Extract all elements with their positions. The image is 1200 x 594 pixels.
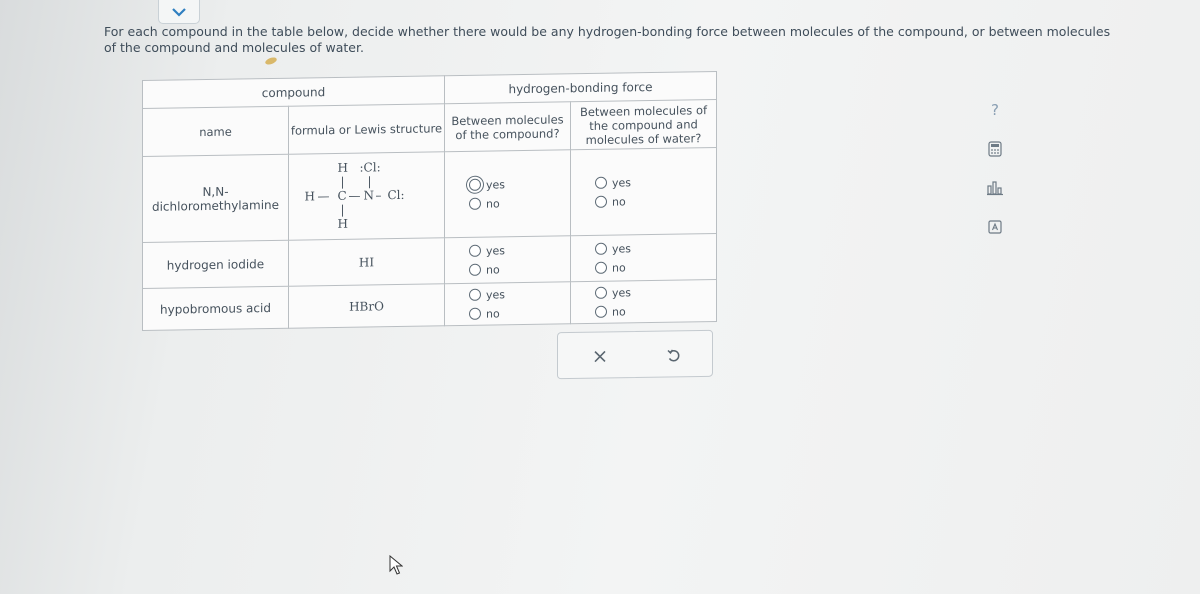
formula-column-header: formula or Lewis structure <box>289 104 445 154</box>
q2-options <box>571 147 717 235</box>
compound-formula: HI <box>289 238 445 286</box>
q1-yes-option[interactable]: yes <box>469 174 570 195</box>
lewis-bond: – <box>375 187 382 202</box>
compound-name: N,N-dichloromethylamine <box>143 154 289 242</box>
radio-button[interactable] <box>595 196 607 208</box>
radio-button[interactable] <box>469 264 481 276</box>
help-button[interactable] <box>984 100 1006 120</box>
lewis-bond: — <box>317 188 330 203</box>
undo-icon <box>666 347 682 363</box>
chevron-down-icon <box>171 7 187 17</box>
q2-no-option[interactable]: no <box>595 300 716 321</box>
lewis-atom: C <box>337 188 347 203</box>
periodic-table-icon <box>988 220 1002 234</box>
undo-button[interactable] <box>662 343 686 367</box>
compound-name: hydrogen iodide <box>143 240 289 288</box>
radio-button[interactable] <box>595 262 607 274</box>
question-prompt <box>104 24 1134 56</box>
lewis-atom: H <box>337 216 348 231</box>
hbond-group-header: hydrogen-bonding force <box>445 71 717 103</box>
q1-options <box>445 282 571 326</box>
q2-yes-option[interactable]: yes <box>595 237 716 258</box>
q2-yes-option[interactable]: yes <box>595 281 716 302</box>
between-water-header: Between molecules of the compound and molecules of water? <box>571 99 717 149</box>
compound-formula: HBrO <box>289 284 445 328</box>
q1-no-option[interactable]: no <box>469 303 570 324</box>
compound-name: hypobromous acid <box>143 286 289 330</box>
lewis-bond: | <box>340 202 345 217</box>
lewis-atom: N <box>363 187 374 203</box>
prompt-line-1: For each compound in the table below, decide whether there would be any hydrogen-bonding force between molecules of the compound, or between molecules <box>104 24 1111 39</box>
lewis-bond: | <box>340 174 345 189</box>
q1-yes-option[interactable]: yes <box>469 240 570 261</box>
collapse-toggle[interactable] <box>158 0 200 24</box>
lewis-structure <box>289 152 445 240</box>
data-button[interactable] <box>984 178 1006 198</box>
calculator-icon <box>988 141 1002 157</box>
radio-button[interactable] <box>469 179 481 191</box>
q1-yes-option[interactable]: yes <box>469 284 570 305</box>
q2-no-option[interactable]: no <box>595 256 716 277</box>
radio-button[interactable] <box>469 289 481 301</box>
help-icon: ? <box>991 101 999 119</box>
lewis-atom: H <box>337 160 348 175</box>
pen-mark <box>264 56 277 66</box>
periodic-table-button[interactable] <box>984 217 1006 237</box>
bar-chart-icon <box>986 180 1004 196</box>
table-row <box>143 147 717 242</box>
lewis-atom: Cl: <box>387 187 405 202</box>
q1-options <box>445 236 571 284</box>
calculator-button[interactable] <box>984 139 1006 159</box>
radio-button[interactable] <box>595 177 607 189</box>
x-icon <box>593 349 607 363</box>
lewis-atom: :Cl: <box>359 159 381 175</box>
mouse-cursor-icon <box>389 555 403 575</box>
between-compound-header: Between molecules of the compound? <box>445 102 571 152</box>
name-column-header: name <box>143 106 289 156</box>
q2-options <box>571 233 717 281</box>
q1-no-option[interactable]: no <box>469 259 570 280</box>
radio-button[interactable] <box>595 287 607 299</box>
q1-no-option[interactable]: no <box>469 193 570 214</box>
prompt-line-2: of the compound and molecules of water. <box>104 40 364 55</box>
lewis-atom: H <box>304 188 315 203</box>
radio-button[interactable] <box>469 198 481 210</box>
lewis-bond: — <box>348 188 361 203</box>
table-row <box>143 279 717 330</box>
radio-button[interactable] <box>595 306 607 318</box>
answer-actions <box>557 330 713 379</box>
radio-button[interactable] <box>469 245 481 257</box>
radio-button[interactable] <box>595 243 607 255</box>
lewis-bond: | <box>367 173 372 188</box>
q1-options <box>445 150 571 238</box>
clear-button[interactable] <box>588 344 612 368</box>
radio-button[interactable] <box>469 308 481 320</box>
compound-table <box>142 71 717 331</box>
side-toolbar <box>984 100 1006 256</box>
q2-options <box>571 279 717 323</box>
compound-group-header: compound <box>143 76 445 109</box>
q2-no-option[interactable]: no <box>595 190 716 211</box>
q2-yes-option[interactable]: yes <box>595 171 716 192</box>
